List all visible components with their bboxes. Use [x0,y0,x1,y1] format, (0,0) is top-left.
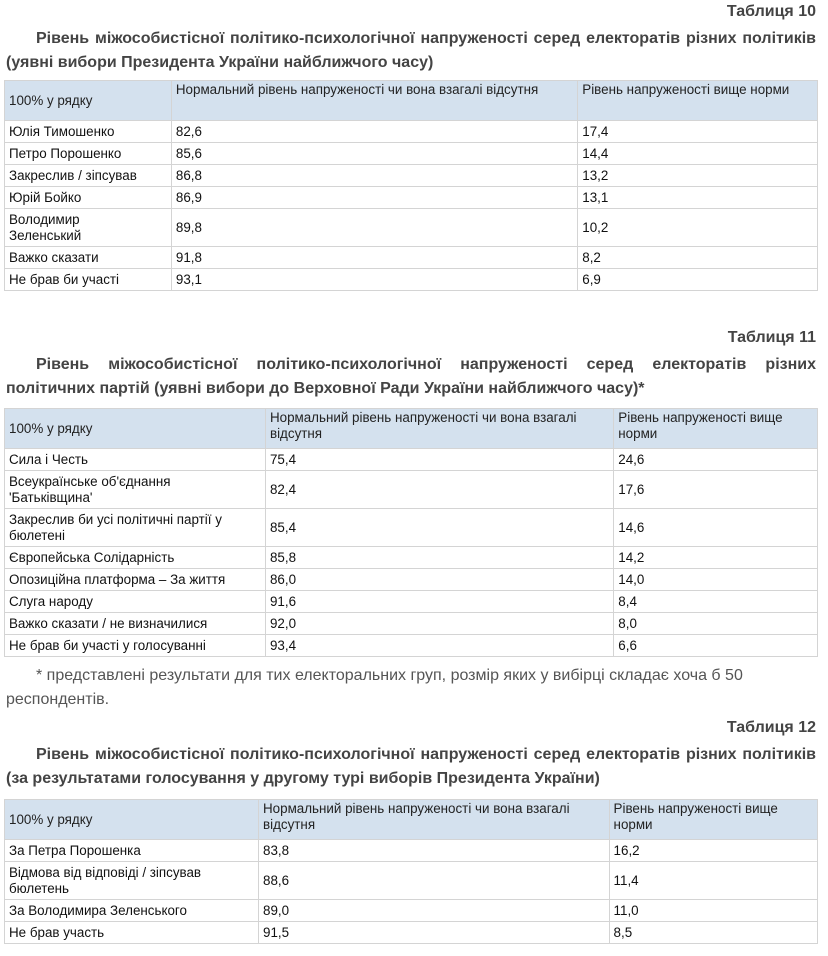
table-12 [4,799,818,944]
row-normal-value: 86,9 [171,187,577,209]
column-header-above-norm: Рівень напруженості вище норми [614,409,818,449]
table-row [5,900,818,922]
column-header-normal: Нормальний рівень напруженості чи вона взагалі відсутня [265,409,613,449]
table-row [5,247,818,269]
row-normal-value: 91,5 [259,922,610,944]
column-header-above-norm: Рівень напруженості вище норми [609,800,817,840]
table-12-label: Таблиця 12 [726,719,816,736]
row-label-text: Відмова від відповіді / зіпсував бюлетень [9,864,202,896]
row-normal-value: 91,8 [171,247,577,269]
column-header-above-norm: Рівень напруженості вище норми [578,81,818,121]
table-header-row [5,409,818,449]
row-above-norm-value: 14,6 [614,509,818,547]
column-header-normal: Нормальний рівень напруженості чи вона взагалі відсутня [259,800,610,840]
row-above-norm-value: 8,4 [614,591,818,613]
column-header-normal: Нормальний рівень напруженості чи вона взагалі відсутня [171,81,577,121]
table-10-heading: Рівень міжособистісної політико-психологічної напруженості серед електоратів різних політиків (уявні вибори Президента України найближчого часу) [6,30,816,71]
row-label: Важко сказати [5,247,172,269]
row-above-norm-value: 8,2 [578,247,818,269]
table-row [5,922,818,944]
row-label: Не брав би участі [5,269,172,291]
row-label: Європейська Солідарність [5,547,266,569]
row-label [5,509,266,547]
row-normal-value: 85,6 [171,143,577,165]
row-above-norm-value: 10,2 [578,209,818,247]
column-header-group: 100% у рядку [5,81,172,121]
table-row [5,840,818,862]
table-11-footnote: * представлені результати для тих електоральних груп, розмір яких у вибірці складає хоча б 50 респондентів. [6,667,743,708]
column-header-group: 100% у рядку [5,409,266,449]
row-normal-value: 88,6 [259,862,610,900]
row-normal-value: 86,8 [171,165,577,187]
row-above-norm-value: 11,4 [609,862,817,900]
row-label: Не брав участь [5,922,259,944]
row-normal-value: 92,0 [265,613,613,635]
row-normal-value: 86,0 [265,569,613,591]
table-10-label: Таблиця 10 [726,3,816,20]
row-label-text: Володимир Зеленський [9,211,82,243]
table-row [5,569,818,591]
row-label: Юлія Тимошенко [5,121,172,143]
table-12-heading: Рівень міжособистісної політико-психологічної напруженості серед електоратів різних політиків (за результатами голосування у другому турі виборів Президента України) [6,746,816,787]
row-normal-value: 89,8 [171,209,577,247]
row-normal-value: 82,6 [171,121,577,143]
row-label: Юрій Бойко [5,187,172,209]
table-row [5,547,818,569]
row-label: Слуга народу [5,591,266,613]
row-above-norm-value: 6,6 [614,635,818,657]
row-normal-value: 89,0 [259,900,610,922]
table-header-row [5,81,818,121]
row-label: За Володимира Зеленського [5,900,259,922]
row-label [5,862,259,900]
table-row [5,121,818,143]
row-above-norm-value: 17,4 [578,121,818,143]
row-above-norm-value: 24,6 [614,449,818,471]
row-label: Сила і Честь [5,449,266,471]
row-above-norm-value: 13,2 [578,165,818,187]
row-label: Опозиційна платформа – За життя [5,569,266,591]
row-normal-value: 91,6 [265,591,613,613]
row-normal-value: 75,4 [265,449,613,471]
row-label: Закреслив / зіпсував [5,165,172,187]
table-11 [4,408,818,657]
row-label: Важко сказати / не визначилися [5,613,266,635]
row-above-norm-value: 14,4 [578,143,818,165]
table-row [5,449,818,471]
row-above-norm-value: 17,6 [614,471,818,509]
row-normal-value: 93,1 [171,269,577,291]
table-row [5,471,818,509]
row-label: Не брав би участі у голосуванні [5,635,266,657]
table-row [5,613,818,635]
table-row [5,862,818,900]
table-11-heading: Рівень міжособистісної політико-психологічної напруженості серед електоратів різних політичних партій (уявні вибори до Верховної Ради України найближчого часу)* [6,356,816,397]
table-row [5,509,818,547]
table-row [5,187,818,209]
table-10 [4,80,818,291]
row-label [5,471,266,509]
row-above-norm-value: 14,2 [614,547,818,569]
row-normal-value: 83,8 [259,840,610,862]
table-row [5,635,818,657]
column-header-group: 100% у рядку [5,800,259,840]
row-normal-value: 82,4 [265,471,613,509]
row-normal-value: 93,4 [265,635,613,657]
row-label-text: Закреслив би усі політичні партії у бюлетені [9,511,222,543]
row-label [5,209,172,247]
table-header-row [5,800,818,840]
row-above-norm-value: 8,0 [614,613,818,635]
row-normal-value: 85,8 [265,547,613,569]
row-above-norm-value: 13,1 [578,187,818,209]
row-label: За Петра Порошенка [5,840,259,862]
row-label: Петро Порошенко [5,143,172,165]
row-above-norm-value: 8,5 [609,922,817,944]
row-label-text: Всеукраїнське об'єднання 'Батьківщина' [9,473,171,505]
table-row [5,269,818,291]
row-above-norm-value: 6,9 [578,269,818,291]
table-11-label: Таблиця 11 [727,329,816,346]
table-row [5,591,818,613]
row-above-norm-value: 16,2 [609,840,817,862]
row-above-norm-value: 14,0 [614,569,818,591]
table-row [5,209,818,247]
row-above-norm-value: 11,0 [609,900,817,922]
table-row [5,165,818,187]
table-row [5,143,818,165]
row-normal-value: 85,4 [265,509,613,547]
